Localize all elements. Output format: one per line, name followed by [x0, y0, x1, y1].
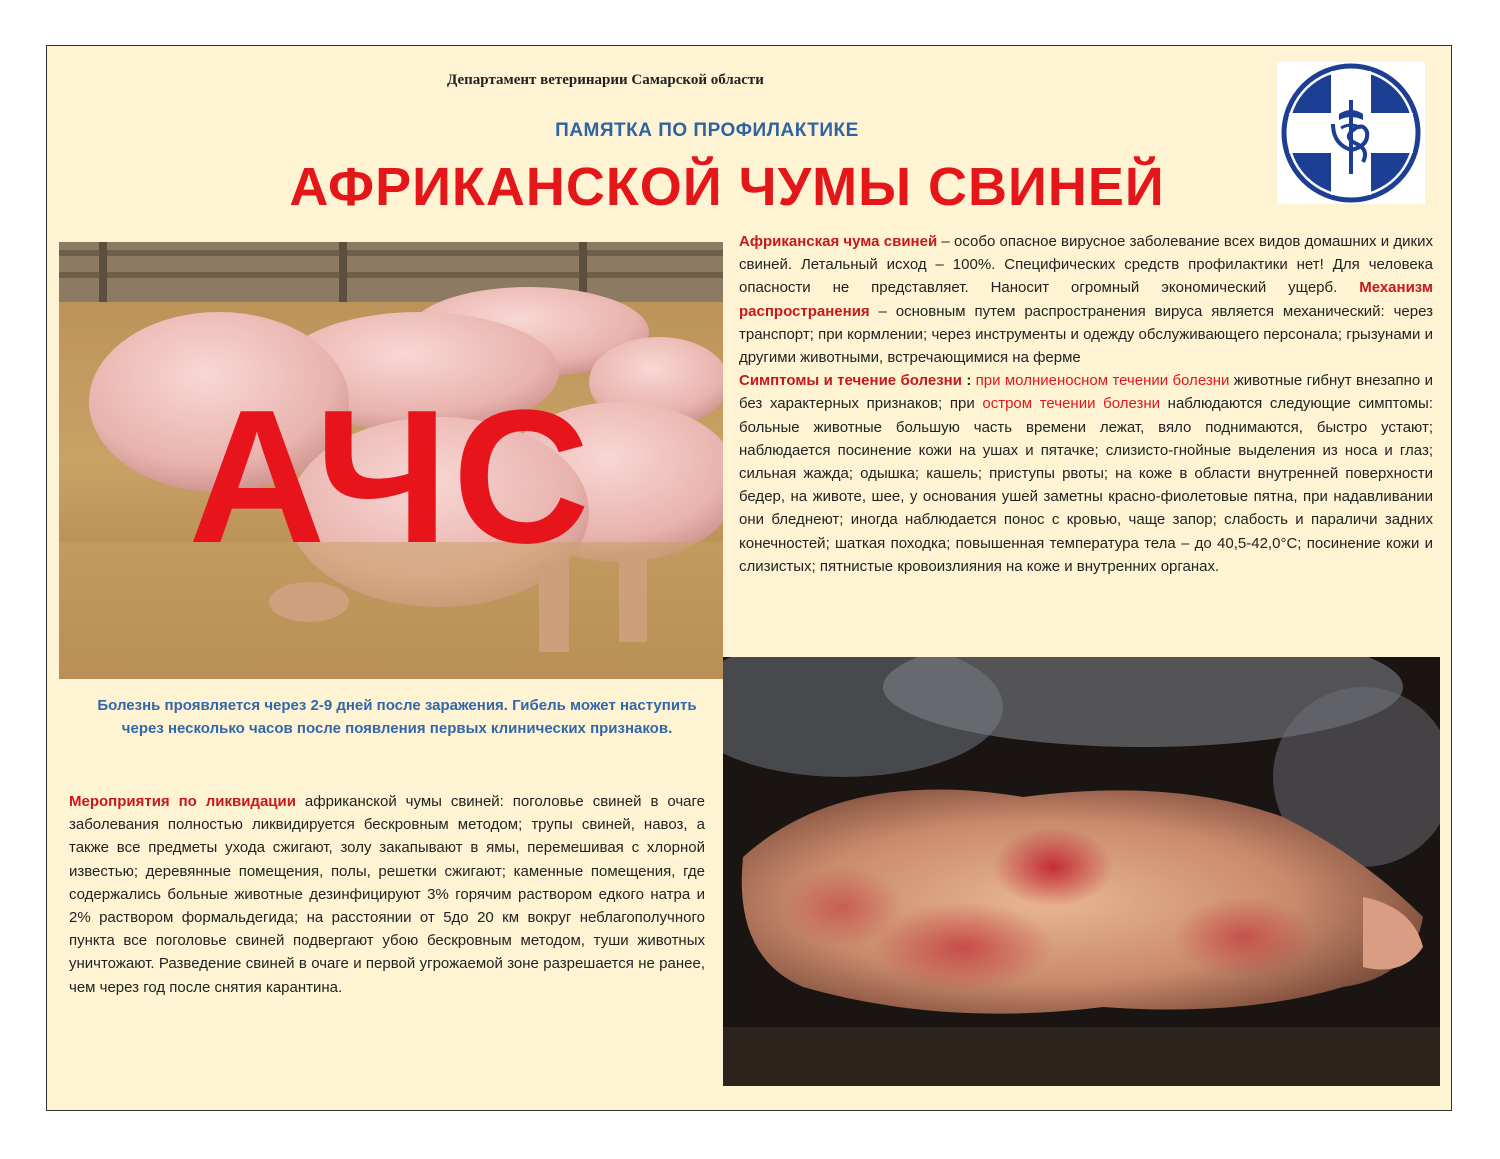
poster-subtitle: ПАМЯТКА ПО ПРОФИЛАКТИКЕ [555, 120, 859, 141]
dead-pig-photo [723, 657, 1440, 1086]
term-mechanism: Механизм распространения [739, 279, 1433, 320]
pigs-photo [59, 242, 723, 679]
term-symptoms: Симптомы и течение болезни [739, 372, 962, 390]
term-fulminant: при молниеносном течении болезни [975, 372, 1230, 390]
poster-title: АФРИКАНСКОЙ ЧУМЫ СВИНЕЙ [289, 157, 1165, 217]
veterinary-emblem-icon [1277, 62, 1425, 204]
measures-text: Мероприятия по ликвидации африканской чумы свиней: поголовье свиней в очаге заболевания полностью ликвидируется бескровным методом; трупы свиней, навоз, а также все предметы ухода сжигают, золу закапывают в ямы, перемешивая с хлорной известью; деревянные помещения, полы, решетки сжигают; каменные помещения, где содержались больные животные дезинфицируют 3% горячим раствором едкого натра и 2% раствором формальдегида; на расстоянии от 5до 20 км вокруг неблагополучного пункта все поголовье свиней подвергают убою бескровным методом, туши животных уничтожают. Разведение свиней в очаге и первой угрожаемой зоне разрешается не ранее, чем через год после снятия карантина. [69, 793, 705, 996]
intro-and-symptoms-text: Африканская чума свиней – особо опасное вирусное заболевание всех видов домашних и диких свиней. Летальный исход – 100%. Специфических средств профилактики нет! Для человека опасности не представляет. Наносит огромный экономический ущерб. Механизм распространения – основным путем распространения вируса является механический: через транспорт; при кормлении; через инструменты и одежду обслуживающего персонала; грызунами и другими животными, встречающимися на ферме Симптомы и течение болезни : при молниеносном течении болезни животные гибнут внезапно и без характерных признаков; при остром течении болезни наблюдаются следующие симптомы: больные животные большую часть времени лежат, вяло поднимаются, быстро устают; наблюдается посинение кожи на ушах и пятачке; слизисто-гнойные выделения из носа и глаз; сильная жажда; одышка; кашель; приступы рвоты; на коже в области внутренней поверхности бедер, на животе, шее, у основания ушей заметны красно-фиолетовые пятна, при надавливании они бледнеют; иногда наблюдается понос с кровью, чаще запор; слабость и параличи задних конечностей; шаткая походка; повышенная температура тела – до 40,5-42,0°С; посинение кожи и слизистых; пятнистые кровоизлияния на коже и внутренних органах. [739, 233, 1433, 575]
poster [46, 45, 1452, 1111]
incubation-note: Болезнь проявляется через 2-9 дней после заражения. Гибель может наступить через несколько часов после появления первых клинических признаков. [97, 697, 697, 737]
term-acute: остром течении болезни [982, 395, 1161, 413]
department-name: Департамент ветеринарии Самарской области [447, 72, 764, 88]
term-asf: Африканская чума свиней [739, 233, 938, 250]
term-measures: Мероприятия по ликвидации [69, 793, 296, 810]
ach-overlay-text: АЧС [188, 371, 594, 583]
